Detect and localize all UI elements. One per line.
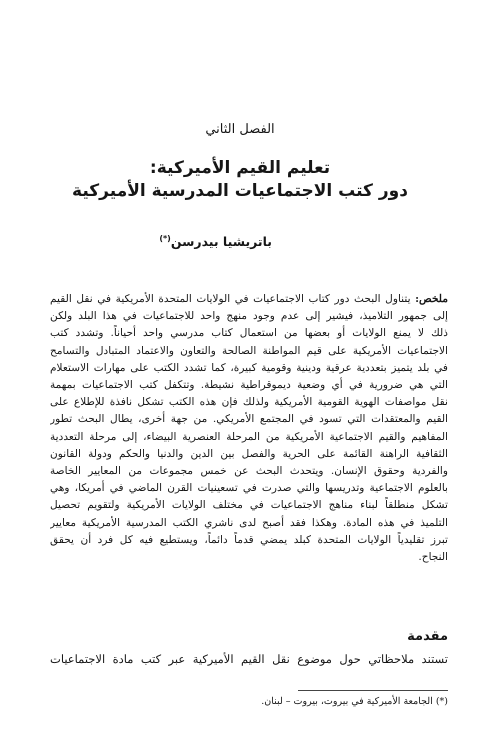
abstract-line: تبرز تقليدياً الولايات المتحدة كبلد يمضي قدماً دائماً، ويستطيع فيه كل فرد أن يحقق [50,533,448,546]
abstract-lines [50,308,448,566]
author-name-text: باتريشيا بيدرسن [170,234,272,250]
title-line-1: تعليم القيم الأميركية: [149,158,331,178]
title-line-2: دور كتب الاجتماعيات المدرسية الأميركية [72,181,408,201]
abstract-line: المفاهيم والقيم الاجتماعية الأمريكية من المرحلة العنصرية البيضاء، إلى مرحلة التعددية [50,430,448,443]
abstract-line: التي هي ضرورية في أي وضعية ديموقراطية نشيطة. وتتكفل كتب الاجتماعيات بمهمة [50,379,448,392]
footnote-divider [298,690,448,691]
abstract-line: الاجتماعيات الأمريكية على قيم المواطنة الصالحة والتعاون والاعتماد المتبادل والتسامح [50,344,448,357]
chapter-label: الفصل الثاني [205,122,275,137]
abstract-line: في بلد يتميز بتعددية عرقية ودينية وقومية كبيرة، كما تشدد الكتب على مهارات الاستعلام [50,361,448,374]
abstract-line: التلميذ في هذه المادة. وهكذا فقد أصبح لدى ناشري الكتب المدرسية الأمريكية معايير [50,516,448,529]
abstract-line: الثقافية الراهنة القائمة على الحرية والفصل بين الدين والدنيا والحكم ودولة القانون [50,447,448,460]
abstract-line: ذلك لا يمنع الولايات أو بعضها من استعمال كتاب مدرسي واحد أحياناً. وتشدد كتب [50,327,448,340]
author-footnote-marker: (*) [159,234,171,243]
footnote-marker: (*) [435,696,448,707]
abstract-line: القيم والمعتقدات التي تسود في المجتمع الأمريكي. من جهة أخرى، يطال البحث تطور [50,413,448,426]
footnote-text: الجامعة الأميركية في بيروت، بيروت – لبنان. [261,696,433,707]
abstract-label: ملخص: [415,293,448,305]
intro-line: تستند ملاحظاتي حول موضوع نقل القيم الأميركية عبر كتب مادة الاجتماعيات [50,652,448,666]
abstract-line: نقل مواصفات الهوية القومية الأمريكية ولذلك فإن هذه الكتب تشكل نافذة للإطلاع على [50,396,448,409]
abstract-line: تشكل منطلقاً لبناء مناهج الاجتماعيات في مختلف الولايات الأمريكية ولتقويم تحصيل [50,499,448,512]
author-name [159,234,272,249]
abstract-line: إلى جمهور التلاميذ، فيشير إلى عدم وجود منهج واحد للاجتماعيات في هذا البلد ولكن [50,310,448,323]
section-heading: مقدمة [407,629,448,644]
abstract-line: والفردية وحقوق الإنسان. ويتحدث البحث عن خمس مجموعات من المعايير الخاصة [50,465,448,478]
footnote [261,696,448,707]
abstract-first-line: يتناول البحث دور كتاب الاجتماعيات في الولايات المتحدة الأمريكية في نقل القيم [50,293,416,305]
abstract-body [50,291,448,566]
abstract-line: النجاح. [418,551,448,564]
abstract-line [50,291,448,308]
abstract-line: بالعلوم الاجتماعية وتدريسها والتي صدرت في تسعينيات القرن الماضي في أمريكا، وهي [50,482,448,495]
